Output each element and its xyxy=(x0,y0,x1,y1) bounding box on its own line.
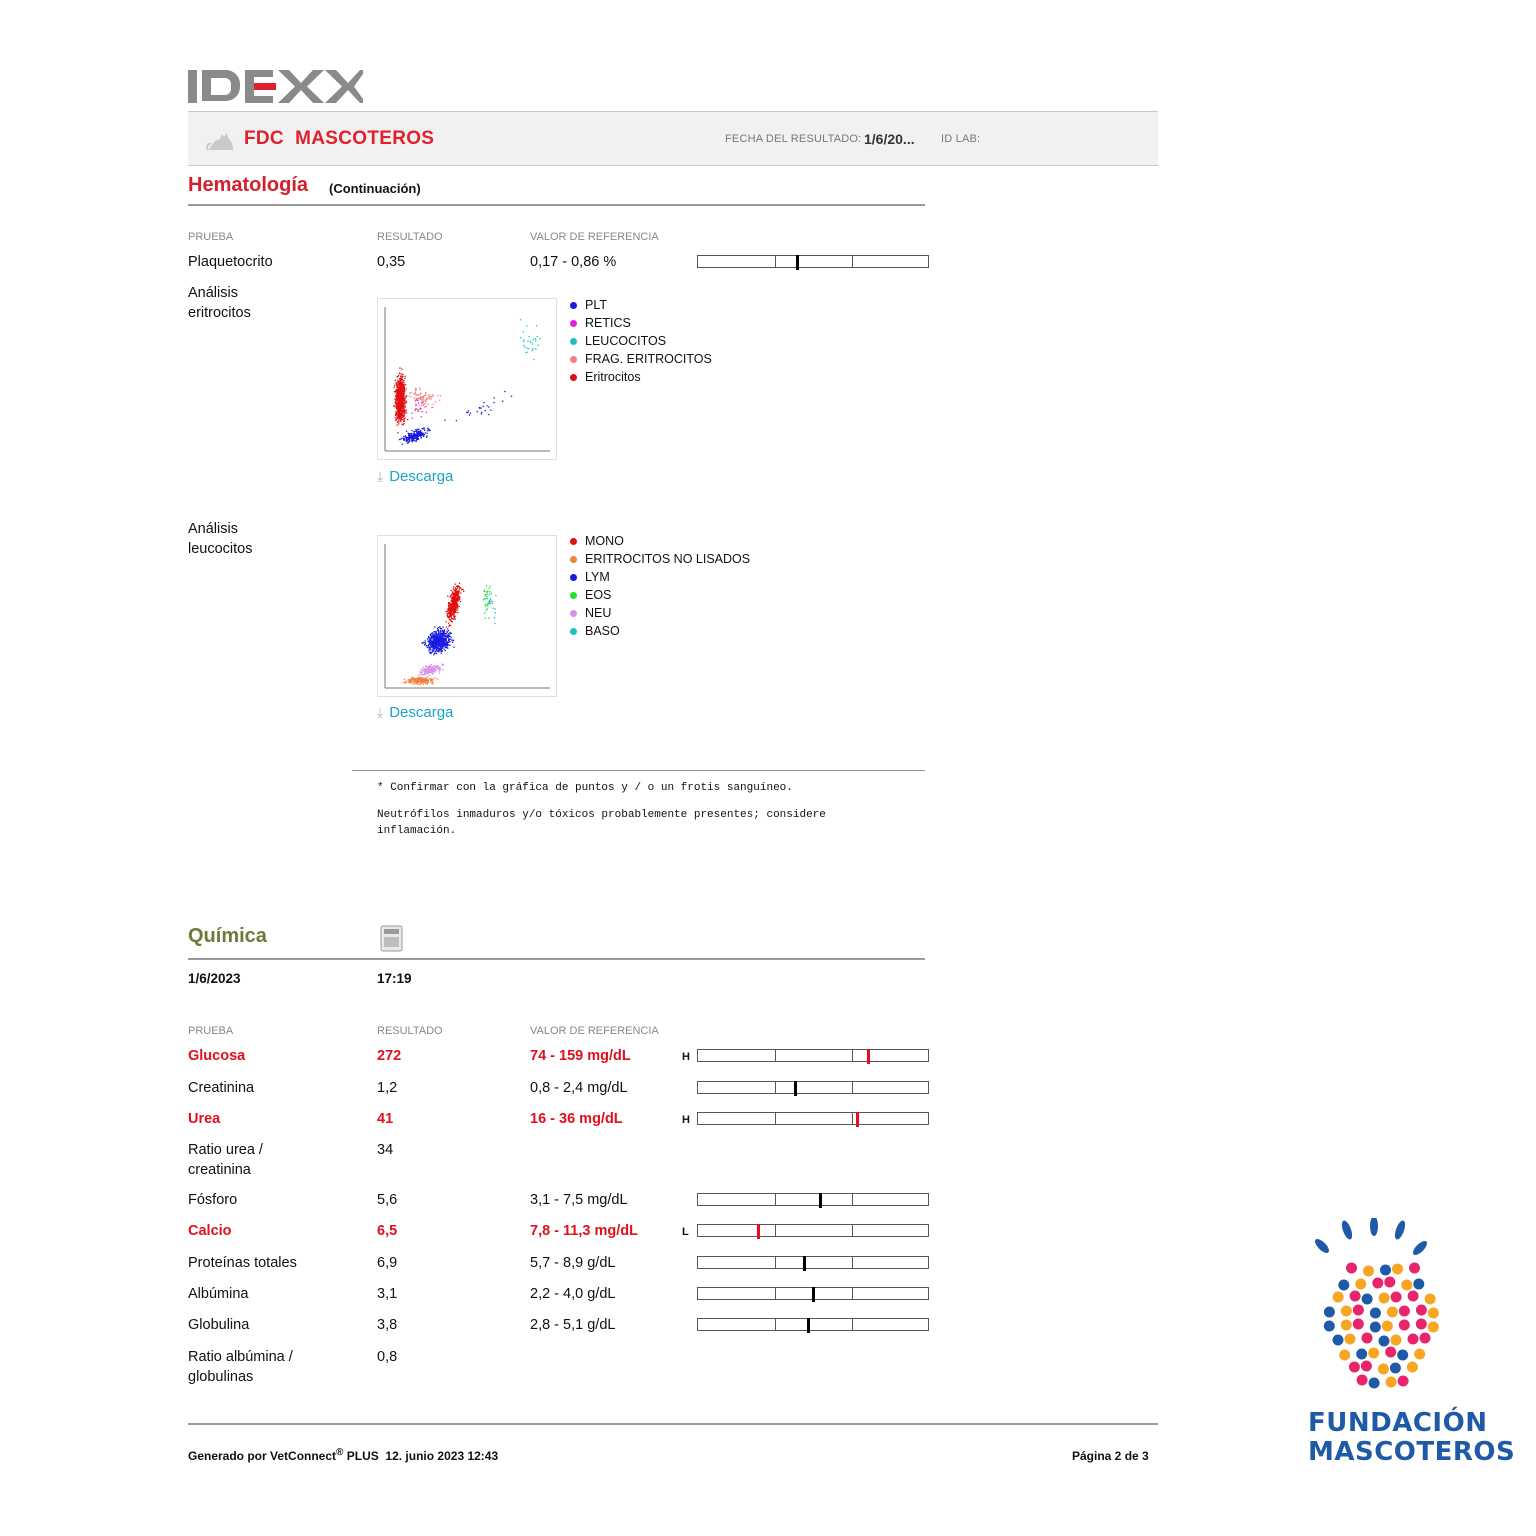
legend-label: Eritrocitos xyxy=(585,370,641,384)
legend-label: BASO xyxy=(585,624,620,638)
reference-range-bar xyxy=(697,1081,929,1094)
analyzer-icon xyxy=(380,925,403,952)
notes-divider xyxy=(352,770,925,771)
result-marker xyxy=(796,255,799,270)
legend-dot-icon xyxy=(570,356,577,363)
test-reference: 2,8 - 5,1 g/dL xyxy=(530,1317,616,1333)
legend-item xyxy=(570,550,750,568)
leuco-label-1: Análisis xyxy=(188,521,238,537)
col-resultado: RESULTADO xyxy=(377,1025,443,1037)
result-marker xyxy=(807,1318,810,1333)
section-divider xyxy=(188,204,925,206)
note-neutrofilos-2: inflamación. xyxy=(377,825,457,837)
abnormal-flag: H xyxy=(682,1051,690,1063)
legend-label: MONO xyxy=(585,534,624,548)
test-reference: 74 - 159 mg/dL xyxy=(530,1048,631,1064)
legend-dot-icon xyxy=(570,574,577,581)
hematologia-title: Hematología xyxy=(188,174,309,196)
reference-range-bar xyxy=(697,1287,929,1300)
fecha-value: 1/6/20... xyxy=(864,131,915,147)
abnormal-flag: L xyxy=(682,1226,689,1238)
reference-range-bar xyxy=(697,1193,929,1206)
reference-range-bar xyxy=(697,1049,929,1062)
result-marker xyxy=(794,1081,797,1096)
quimica-date: 1/6/2023 xyxy=(188,971,241,986)
eritro-label-1: Análisis xyxy=(188,285,238,301)
generated-date: PLUS 12. junio 2023 12:43 xyxy=(343,1449,499,1463)
legend-dot-icon xyxy=(570,610,577,617)
test-name: Calcio xyxy=(188,1223,232,1239)
hematologia-subtitle: (Continuación) xyxy=(329,181,421,196)
download-icon: ⤓ xyxy=(377,704,384,720)
legend-item xyxy=(570,532,750,550)
idexx-logo xyxy=(188,68,363,106)
test-result: 1,2 xyxy=(377,1080,398,1096)
test-reference: 3,1 - 7,5 mg/dL xyxy=(530,1192,628,1208)
legend-dot-icon xyxy=(570,374,577,381)
legend-dot-icon xyxy=(570,628,577,635)
generated-text: Generado por VetConnect xyxy=(188,1449,337,1463)
test-name-line-2: creatinina xyxy=(188,1162,251,1178)
legend-dot-icon xyxy=(570,302,577,309)
download-label: Descarga xyxy=(389,468,454,485)
leuco-scatter-plot xyxy=(377,535,557,697)
quimica-time: 17:19 xyxy=(377,971,412,986)
legend-dot-icon xyxy=(570,320,577,327)
clinic-name: FDC MASCOTEROS xyxy=(244,128,435,149)
legend-label: LYM xyxy=(585,570,610,584)
test-reference: 0,8 - 2,4 mg/dL xyxy=(530,1080,628,1096)
test-name: Glucosa xyxy=(188,1048,246,1064)
fecha-label: FECHA DEL RESULTADO: xyxy=(725,133,862,145)
legend-label: RETICS xyxy=(585,316,631,330)
result-marker xyxy=(867,1049,870,1064)
legend-item xyxy=(570,622,750,640)
test-reference: 2,2 - 4,0 g/dL xyxy=(530,1286,616,1302)
reference-range-bar xyxy=(697,255,929,268)
download-leuco-link[interactable] xyxy=(377,704,453,721)
test-result: 5,6 xyxy=(377,1192,398,1208)
col-referencia: VALOR DE REFERENCIA xyxy=(530,231,659,243)
leuco-legend xyxy=(570,532,750,640)
eritro-label-2: eritrocitos xyxy=(188,305,251,321)
test-result: 0,35 xyxy=(377,254,406,270)
test-name: Urea xyxy=(188,1111,221,1127)
legend-item xyxy=(570,296,712,314)
test-result: 3,8 xyxy=(377,1317,398,1333)
legend-item xyxy=(570,350,712,368)
test-name: Proteínas totales xyxy=(188,1255,297,1271)
legend-label: NEU xyxy=(585,606,612,620)
test-reference: 5,7 - 8,9 g/dL xyxy=(530,1255,616,1271)
legend-item xyxy=(570,314,712,332)
fundacion-line-1: FUNDACIÓN xyxy=(1308,1408,1488,1438)
test-name: Globulina xyxy=(188,1317,250,1333)
fundacion-mascoteros-logo xyxy=(1312,1218,1460,1398)
test-reference: 16 - 36 mg/dL xyxy=(530,1111,623,1127)
legend-item xyxy=(570,368,712,386)
test-name: Albúmina xyxy=(188,1286,249,1302)
footer-generated xyxy=(188,1447,498,1463)
test-reference: 0,17 - 0,86 % xyxy=(530,254,617,270)
legend-item xyxy=(570,568,750,586)
fundacion-line-2: MASCOTEROS xyxy=(1308,1437,1516,1467)
test-result: 0,8 xyxy=(377,1349,398,1365)
cat-icon xyxy=(206,126,236,152)
reference-range-bar xyxy=(697,1112,929,1125)
quimica-divider xyxy=(188,958,925,960)
result-marker xyxy=(757,1224,760,1239)
result-marker xyxy=(803,1256,806,1271)
test-result: 6,5 xyxy=(377,1223,398,1239)
reference-range-bar xyxy=(697,1318,929,1331)
download-label: Descarga xyxy=(389,704,454,721)
result-marker xyxy=(812,1287,815,1302)
result-marker xyxy=(856,1112,859,1127)
test-name: Creatinina xyxy=(188,1080,255,1096)
note-confirm: * Confirmar con la gráfica de puntos y / o un frotis sanguíneo. xyxy=(377,782,793,794)
test-result: 272 xyxy=(377,1048,402,1064)
legend-item xyxy=(570,604,750,622)
abnormal-flag: H xyxy=(682,1114,690,1126)
col-resultado: RESULTADO xyxy=(377,231,443,243)
eritro-scatter-plot xyxy=(377,298,557,460)
leuco-label-2: leucocitos xyxy=(188,541,253,557)
legend-label: FRAG. ERITROCITOS xyxy=(585,352,712,366)
test-result: 34 xyxy=(377,1142,394,1158)
note-neutrofilos-1: Neutrófilos inmaduros y/o tóxicos probablemente presentes; considere xyxy=(377,809,826,821)
col-prueba: PRUEBA xyxy=(188,231,234,243)
test-name: Ratio albúmina / xyxy=(188,1349,293,1365)
footer-divider xyxy=(188,1423,1158,1425)
test-reference: 7,8 - 11,3 mg/dL xyxy=(530,1223,638,1239)
legend-item xyxy=(570,332,712,350)
col-prueba: PRUEBA xyxy=(188,1025,234,1037)
legend-item xyxy=(570,586,750,604)
test-name: Fósforo xyxy=(188,1192,238,1208)
legend-dot-icon xyxy=(570,538,577,545)
quimica-title: Química xyxy=(188,925,267,947)
legend-label: LEUCOCITOS xyxy=(585,334,667,348)
legend-dot-icon xyxy=(570,592,577,599)
registered-mark: ® xyxy=(336,1447,344,1458)
legend-label: PLT xyxy=(585,298,607,312)
test-result: 41 xyxy=(377,1111,394,1127)
legend-dot-icon xyxy=(570,556,577,563)
page-number: Página 2 de 3 xyxy=(1072,1449,1149,1463)
test-result: 6,9 xyxy=(377,1255,398,1271)
reference-range-bar xyxy=(697,1256,929,1269)
col-referencia: VALOR DE REFERENCIA xyxy=(530,1025,659,1037)
download-eritro-link[interactable] xyxy=(377,468,453,485)
legend-label: EOS xyxy=(585,588,612,602)
reference-range-bar xyxy=(697,1224,929,1237)
download-icon: ⤓ xyxy=(377,468,384,484)
test-name: Plaquetocrito xyxy=(188,254,273,270)
eritro-legend xyxy=(570,296,712,386)
test-name: Ratio urea / xyxy=(188,1142,263,1158)
test-name-line-2: globulinas xyxy=(188,1369,254,1385)
result-marker xyxy=(819,1193,822,1208)
legend-dot-icon xyxy=(570,338,577,345)
legend-label: ERITROCITOS NO LISADOS xyxy=(585,552,751,566)
test-result: 3,1 xyxy=(377,1286,398,1302)
idlab-label: ID LAB: xyxy=(941,133,981,145)
